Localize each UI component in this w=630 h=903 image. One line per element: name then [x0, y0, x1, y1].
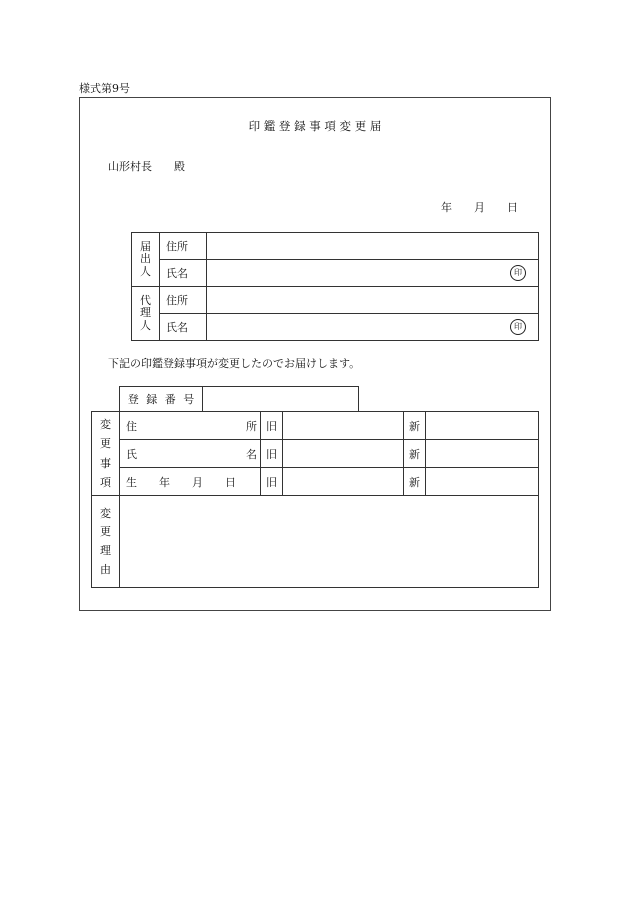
- applicant-address-field[interactable]: [207, 233, 539, 260]
- change-row-address: 住 所: [120, 412, 261, 440]
- new-label: 新: [404, 440, 426, 468]
- agent-address-field[interactable]: [207, 287, 539, 314]
- registration-number-field[interactable]: [203, 387, 359, 412]
- applicant-address-label: 住所: [160, 233, 207, 260]
- old-name-field[interactable]: [283, 440, 404, 468]
- applicant-name-field[interactable]: [207, 260, 539, 287]
- old-label: 旧: [261, 412, 283, 440]
- agent-name-label: 氏名: [160, 314, 207, 341]
- new-label: 新: [404, 412, 426, 440]
- old-label: 旧: [261, 440, 283, 468]
- applicant-label: 届 出 人: [132, 233, 160, 287]
- agent-name-field[interactable]: [207, 314, 539, 341]
- registration-number-label: 登 録 番 号: [120, 387, 203, 412]
- old-address-field[interactable]: [283, 412, 404, 440]
- registration-number-table: [119, 386, 359, 412]
- addressee: 山形村長 殿: [108, 160, 185, 173]
- applicant-name-label: 氏名: [160, 260, 207, 287]
- change-table: [91, 411, 539, 588]
- change-row-birthdate: 生 年 月 日: [120, 468, 261, 496]
- form-number: 様式第9号: [79, 82, 130, 95]
- old-label: 旧: [261, 468, 283, 496]
- old-birthdate-field[interactable]: [283, 468, 404, 496]
- date-line: 年 月 日: [441, 201, 518, 214]
- seal-icon: 印: [510, 265, 526, 281]
- new-label: 新: [404, 468, 426, 496]
- new-birthdate-field[interactable]: [426, 468, 539, 496]
- statement: 下記の印鑑登録事項が変更したのでお届けします。: [108, 357, 361, 370]
- agent-label: 代 理 人: [132, 287, 160, 341]
- change-reason-field[interactable]: [120, 496, 539, 588]
- new-address-field[interactable]: [426, 412, 539, 440]
- applicant-agent-table: [131, 232, 539, 341]
- seal-icon: 印: [510, 319, 526, 335]
- form-title: 印 鑑 登 録 事 項 変 更 届: [248, 119, 382, 133]
- new-name-field[interactable]: [426, 440, 539, 468]
- change-reason-label: 変 更 理 由: [92, 496, 120, 588]
- agent-address-label: 住所: [160, 287, 207, 314]
- change-row-name: 氏 名: [120, 440, 261, 468]
- change-items-label: 変 更 事 項: [92, 412, 120, 496]
